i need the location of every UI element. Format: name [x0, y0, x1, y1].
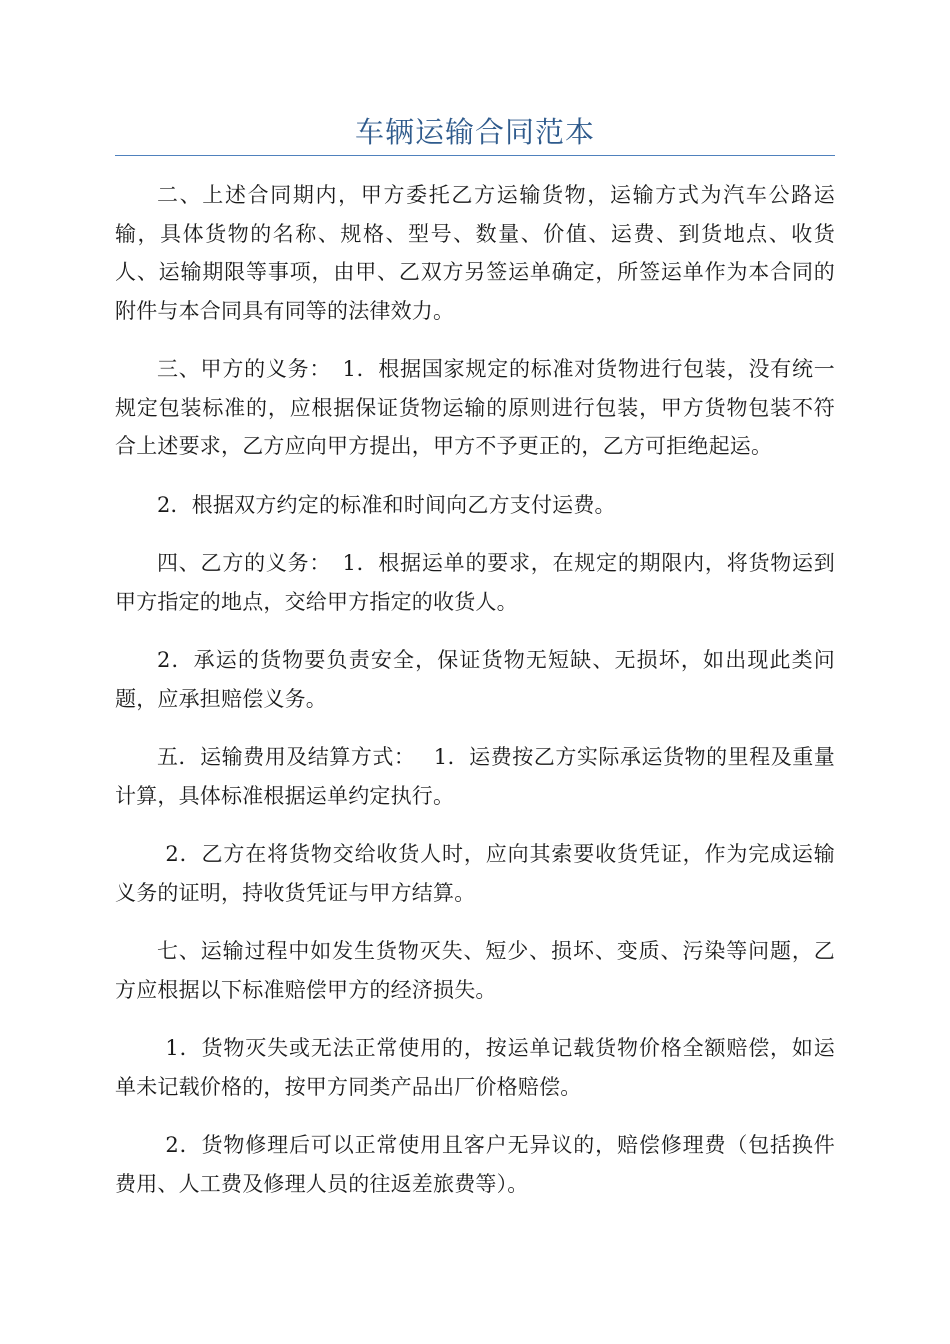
paragraph-clause-7: 七、运输过程中如发生货物灭失、短少、损坏、变质、污染等问题，乙方应根据以下标准赔偿甲方的经济损失。 — [115, 939, 835, 1002]
paragraph-clause-5-item-2: 2．乙方在将货物交给收货人时，应向其索要收货凭证，作为完成运输义务的证明，持收货凭证与甲方结算。 — [115, 842, 835, 905]
paragraph-clause-7-item-2: 2．货物修理后可以正常使用且客户无异议的，赔偿修理费（包括换件费用、人工费及修理人员的往返差旅费等）。 — [115, 1133, 835, 1196]
paragraph-clause-4-item-2: 2．承运的货物要负责安全，保证货物无短缺、无损坏，如出现此类问题，应承担赔偿义务。 — [115, 648, 835, 711]
paragraph-clause-3-item-2: 2．根据双方约定的标准和时间向乙方支付运费。 — [157, 492, 616, 517]
paragraph-clause-7-item-1: 1．货物灭失或无法正常使用的，按运单记载货物价格全额赔偿，如运单未记载价格的，按甲方同类产品出厂价格赔偿。 — [115, 1036, 835, 1099]
paragraph-clause-5: 五．运输费用及结算方式： 1．运费按乙方实际承运货物的里程及重量计算，具体标准根据运单约定执行。 — [115, 745, 835, 808]
title-underline — [115, 155, 835, 156]
document-body — [115, 176, 835, 1223]
document-title: 车辆运输合同范本 — [354, 115, 595, 149]
paragraph-clause-2: 二、上述合同期内，甲方委托乙方运输货物，运输方式为汽车公路运输，具体货物的名称、规格、型号、数量、价值、运费、到货地点、收货人、运输期限等事项，由甲、乙双方另签运单确定，所签运单作为本合同的附件与本合同具有同等的法律效力。 — [115, 183, 835, 323]
paragraph-clause-4: 四、乙方的义务： 1．根据运单的要求，在规定的期限内，将货物运到甲方指定的地点，交给甲方指定的收货人。 — [115, 551, 835, 614]
paragraph-clause-3: 三、甲方的义务： 1．根据国家规定的标准对货物进行包装，没有统一规定包装标准的，应根据保证货物运输的原则进行包装，甲方货物包装不符合上述要求，乙方应向甲方提出，甲方不予更正的，乙方可拒绝起运。 — [115, 357, 835, 458]
